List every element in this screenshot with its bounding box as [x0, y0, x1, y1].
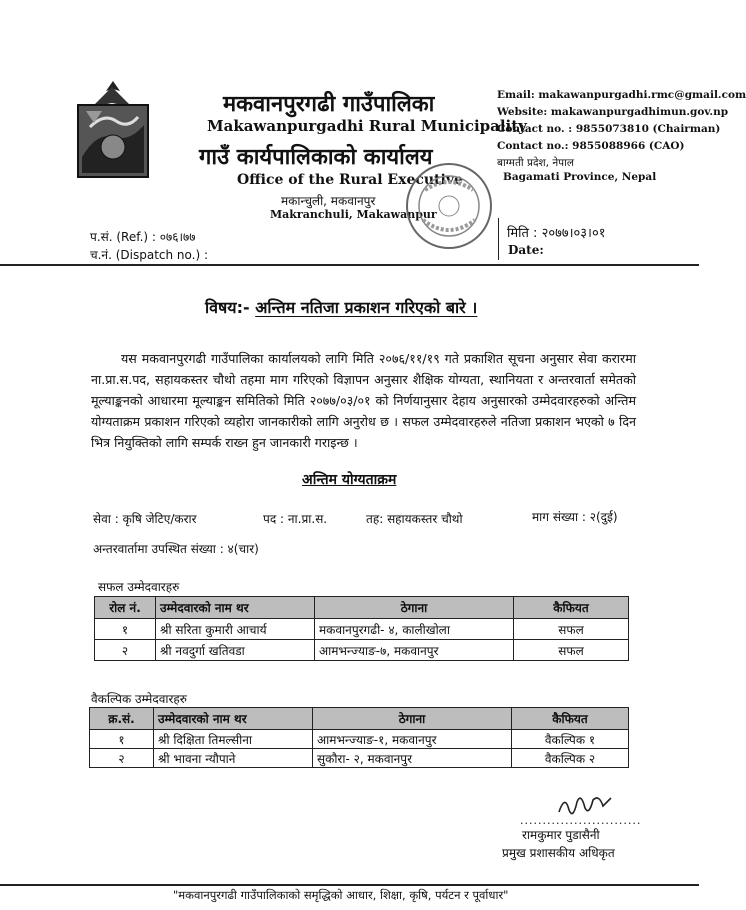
- roll-cell: २: [95, 640, 156, 661]
- remarks-cell: वैकल्पिक २: [512, 749, 629, 768]
- office-name-english: Office of the Rural Executive: [237, 172, 463, 188]
- col-roll: रोल नं.: [95, 597, 156, 619]
- body-paragraph: यस मकवानपुरगढी गाउँपालिका कार्यालयको लागि मिति २०७६/११/१९ गते प्रकाशित सूचना अनुसार सेवा करारमा ना.प्रा.स.पद, सहायकस्तर चौथो तहमा माग गरिएको विज्ञापन अनुसार शैक्षिक योग्यता, स्थानियता र अन्तरवार्ता समेतको मूल्याङ्कनको आधारमा मूल्याङ्कन समितिको मिति २०७७/०३/०१ को निर्णयानुसार देहाय अनुसारको उम्मेदवारहरुको अन्तिम योग्यताक्रम प्रकाशन गरिएको व्यहोरा जानकारीको लागि अनुरोध छ । सफल उम्मेदवारहरुले नतिजा प्रकाशन भएको ७ दिन भित्र नियुक्तिको लागि सम्पर्क राख्न हुन जानकारी गराइन्छ ।: [91, 351, 636, 450]
- alternate-candidates-table: [89, 707, 629, 768]
- table-row: [90, 749, 629, 768]
- header-rule: [0, 264, 699, 266]
- service-field: सेवा : कृषि जेटिए/करार: [93, 512, 197, 526]
- col-name: उम्मेदवारको नाम थर: [156, 597, 315, 619]
- office-seal-stamp-icon: [403, 160, 495, 252]
- address-cell: सुकौरा- २, मकवानपुर: [313, 749, 512, 768]
- interview-present-count: अन्तरवार्तामा उपस्थित संख्या : ४(चार): [93, 542, 259, 556]
- footer-slogan: "मकवानपुरगढी गाउँपालिकाको समृद्धिको आधार, शिक्षा, कृषि, पर्यटन र पूर्वाधार": [173, 888, 509, 902]
- post-field: पद : ना.प्रा.स.: [263, 512, 328, 526]
- col-address: ठेगाना: [313, 708, 512, 730]
- col-address: ठेगाना: [315, 597, 514, 619]
- address-cell: आमभन्ज्याङ-७, मकवानपुर: [315, 640, 514, 661]
- remarks-cell: वैकल्पिक १: [512, 730, 629, 749]
- col-name: उम्मेदवारको नाम थर: [154, 708, 313, 730]
- signature-line: ...........................: [520, 814, 642, 827]
- serial-cell: २: [90, 749, 154, 768]
- province-english: Bagamati Province, Nepal: [503, 171, 657, 183]
- reference-number: प.सं. (Ref.) : ०७६।७७: [90, 230, 196, 244]
- name-cell: श्री भावना न्यौपाने: [154, 749, 313, 768]
- contact-website: Website: makawanpurgadhimun.gov.np: [497, 106, 729, 118]
- name-cell: श्री सरिता कुमारी आचार्य: [156, 619, 315, 640]
- ref-divider: [498, 218, 499, 260]
- subject-prefix: विषय:-: [205, 298, 250, 317]
- municipality-emblem-icon: [72, 77, 154, 181]
- name-cell: श्री दिक्षिता तिमल्सीना: [154, 730, 313, 749]
- letter-date-english-label: Date:: [508, 243, 544, 257]
- footer-rule: [0, 884, 699, 886]
- table-header-row: [95, 597, 629, 619]
- alternate-candidates-caption: वैकल्पिक उम्मेदवारहरु: [91, 692, 187, 706]
- demand-count: माग संख्या : २(दुई): [532, 510, 618, 524]
- municipality-name-nepali: मकवानपुरगढी गाउँपालिका: [223, 92, 435, 117]
- table-row: [95, 619, 629, 640]
- remarks-cell: सफल: [514, 640, 629, 661]
- contact-cao: Contact no.: 9855088966 (CAO): [497, 140, 685, 152]
- table-header-row: [90, 708, 629, 730]
- contact-chairman: Contact no. : 9855073810 (Chairman): [497, 123, 721, 135]
- remarks-cell: सफल: [514, 619, 629, 640]
- signatory-title: प्रमुख प्रशासकीय अधिकृत: [502, 846, 615, 860]
- serial-cell: १: [90, 730, 154, 749]
- col-serial: क्र.सं.: [90, 708, 154, 730]
- roll-cell: १: [95, 619, 156, 640]
- office-name-nepali: गाउँ कार्यपालिकाको कार्यालय: [199, 145, 433, 170]
- address-nepali: मकान्चुली, मकवानपुर: [281, 194, 376, 208]
- province-nepali: बाग्मती प्रदेश, नेपाल: [497, 157, 574, 169]
- merit-list-heading: अन्तिम योग्यताक्रम: [302, 472, 397, 488]
- dispatch-number: च.नं. (Dispatch no.) :: [90, 248, 209, 262]
- address-cell: मकवानपुरगढी- ४, कालीखोला: [315, 619, 514, 640]
- name-cell: श्री नवदुर्गा खतिवडा: [156, 640, 315, 661]
- subject-text: अन्तिम नतिजा प्रकाशन गरिएको बारे ।: [255, 298, 478, 317]
- table-row: [95, 640, 629, 661]
- table-row: [90, 730, 629, 749]
- address-cell: आमभन्ज्याङ-१, मकवानपुर: [313, 730, 512, 749]
- contact-email: Email: makawanpurgadhi.rmc@gmail.com: [497, 89, 746, 101]
- signatory-name: रामकुमार पुडासैनी: [522, 828, 600, 842]
- successful-candidates-caption: सफल उम्मेदवारहरु: [98, 580, 180, 594]
- municipality-name-english: Makawanpurgadhi Rural Municipality: [207, 117, 527, 135]
- address-english: Makranchuli, Makawanpur: [270, 208, 437, 221]
- col-remarks: कैफियत: [512, 708, 629, 730]
- level-field: तह: सहायकस्तर चौथो: [366, 512, 463, 526]
- letter-date: मिति : २०७७।०३।०१: [507, 226, 606, 241]
- successful-candidates-table: [94, 596, 629, 661]
- col-remarks: कैफियत: [514, 597, 629, 619]
- subject-line: [205, 296, 477, 318]
